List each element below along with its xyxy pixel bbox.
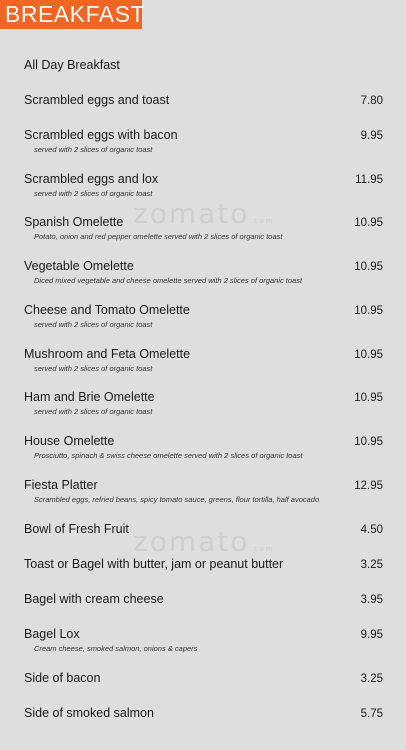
menu-item-name: Scrambled eggs and lox bbox=[24, 172, 159, 186]
menu-item bbox=[24, 303, 383, 329]
menu-item-price: 10.95 bbox=[354, 392, 383, 404]
menu-item-name: Side of smoked salmon bbox=[24, 706, 154, 720]
menu-item-price: 4.50 bbox=[360, 524, 383, 536]
menu-item-price: 9.95 bbox=[360, 130, 383, 142]
menu-item bbox=[24, 627, 383, 653]
watermark-logo: zomato.com bbox=[133, 525, 275, 558]
menu-item-name: Cheese and Tomato Omelette bbox=[24, 303, 190, 317]
menu-item-description: served with 2 slices of organic toast bbox=[34, 407, 153, 416]
menu-item-name: Bagel Lox bbox=[24, 627, 80, 641]
menu-item bbox=[24, 478, 383, 504]
menu-item-name: Bagel with cream cheese bbox=[24, 592, 164, 606]
menu-item-description: Diced mixed vegetable and cheese omelette served with 2 slices of organic toast bbox=[34, 276, 303, 285]
menu-item-price: 7.80 bbox=[360, 95, 383, 107]
menu-item bbox=[24, 390, 383, 416]
menu-item-description: Cream cheese, smoked salmon, onions & capers bbox=[34, 644, 198, 653]
menu-item-description: Prosciutto, spinach & swiss cheese omelette served with 2 slices of organic toast bbox=[34, 451, 303, 460]
menu-item bbox=[24, 557, 383, 571]
menu-item-description: served with 2 slices of organic toast bbox=[34, 320, 153, 329]
menu-item bbox=[24, 434, 383, 460]
menu-item-name: Fiesta Platter bbox=[24, 478, 98, 492]
menu-item-price: 10.95 bbox=[354, 436, 383, 448]
menu-section-banner: BREAKFAST bbox=[0, 0, 142, 29]
menu-item-name: Mushroom and Feta Omelette bbox=[24, 347, 191, 361]
menu-item-description: served with 2 slices of organic toast bbox=[34, 364, 153, 373]
menu-item-price: 5.75 bbox=[360, 708, 383, 720]
menu-item-price: 3.25 bbox=[360, 673, 383, 685]
section-subtitle: All Day Breakfast bbox=[24, 58, 120, 72]
menu-item-price: 11.95 bbox=[355, 174, 383, 186]
menu-item-price: 12.95 bbox=[354, 480, 383, 492]
menu-item-name: Side of bacon bbox=[24, 671, 101, 685]
menu-item-price: 10.95 bbox=[354, 305, 383, 317]
menu-item bbox=[24, 671, 383, 685]
menu-item-name: House Omelette bbox=[24, 434, 115, 448]
menu-item bbox=[24, 128, 383, 154]
menu-item-name: Vegetable Omelette bbox=[24, 259, 134, 273]
menu-item bbox=[24, 592, 383, 606]
menu-item-name: Spanish Omelette bbox=[24, 215, 124, 229]
menu-item-price: 10.95 bbox=[354, 217, 383, 229]
menu-item-name: Toast or Bagel with butter, jam or peanut butter bbox=[24, 557, 284, 571]
watermark-logo: zomato.com bbox=[133, 197, 275, 230]
menu-item bbox=[24, 347, 383, 373]
menu-item bbox=[24, 172, 383, 198]
menu-item bbox=[24, 215, 383, 241]
menu-item-description: Scrambled eggs, refried beans, spicy tomato sauce, greens, flour tortilla, half avocado bbox=[34, 495, 320, 504]
menu-item-price: 3.25 bbox=[360, 559, 383, 571]
menu-item-name: Scrambled eggs and toast bbox=[24, 93, 170, 107]
menu-item-price: 10.95 bbox=[354, 349, 383, 361]
menu-item-name: Bowl of Fresh Fruit bbox=[24, 522, 129, 536]
menu-item-name: Ham and Brie Omelette bbox=[24, 390, 155, 404]
menu-item bbox=[24, 522, 383, 536]
menu-item-price: 9.95 bbox=[360, 629, 383, 641]
menu-item-description: served with 2 slices of organic toast bbox=[34, 145, 153, 154]
menu-item bbox=[24, 259, 383, 285]
menu-item-description: Potato, onion and red pepper omelette served with 2 slices of organic toast bbox=[34, 232, 283, 241]
menu-item-price: 10.95 bbox=[354, 261, 383, 273]
menu-item bbox=[24, 706, 383, 720]
menu-item-description: served with 2 slices of organic toast bbox=[34, 189, 153, 198]
menu-item bbox=[24, 93, 383, 107]
menu-item-name: Scrambled eggs with bacon bbox=[24, 128, 178, 142]
menu-item-price: 3.95 bbox=[360, 594, 383, 606]
